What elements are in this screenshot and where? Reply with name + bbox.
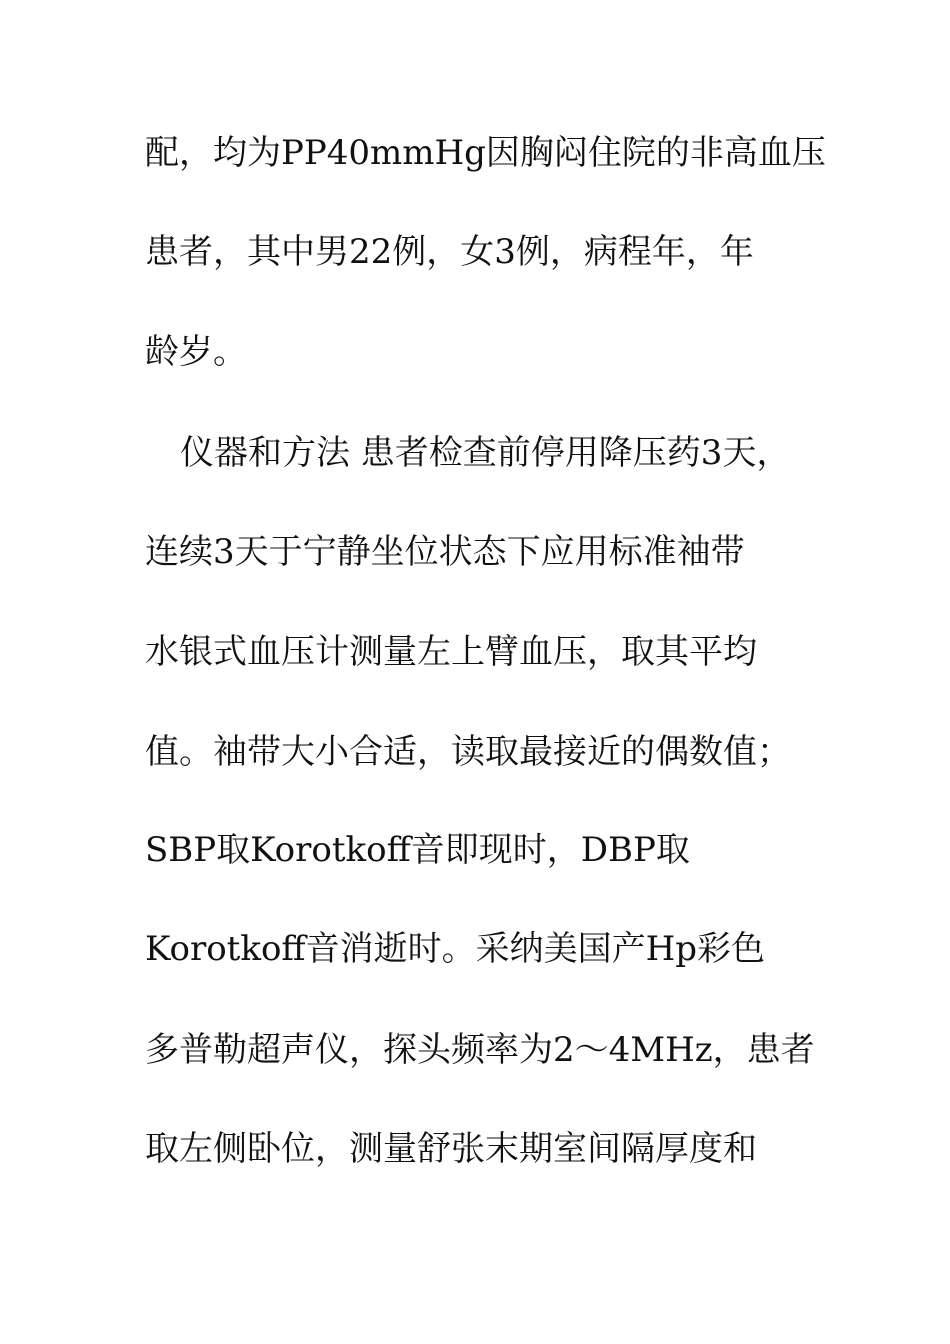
text-line-1: 配，均为PP40mmHg因胸闷住院的非高血压 (145, 133, 826, 173)
text-line-11: 取左侧卧位，测量舒张末期室间隔厚度和 (145, 1129, 757, 1169)
text-line-2: 患者，其中男22例，女3例，病程年，年 (145, 232, 754, 272)
text-line-4: 仪器和方法 患者检查前停用降压药3天， (180, 433, 791, 473)
text-line-8: SBP取Korotkoff音即现时，DBP取 (145, 830, 690, 870)
text-line-6: 水银式血压计测量左上臂血压，取其平均 (145, 632, 757, 672)
text-line-5: 连续3天于宁静坐位状态下应用标准袖带 (145, 532, 745, 572)
text-line-7: 值。袖带大小合适，读取最接近的偶数值； (145, 732, 791, 772)
text-line-10: 多普勒超声仪，探头频率为2～4MHz，患者 (145, 1030, 815, 1070)
text-line-9: Korotkoff音消逝时。采纳美国产Hp彩色 (145, 929, 765, 969)
text-line-3: 龄岁。 (145, 332, 247, 372)
